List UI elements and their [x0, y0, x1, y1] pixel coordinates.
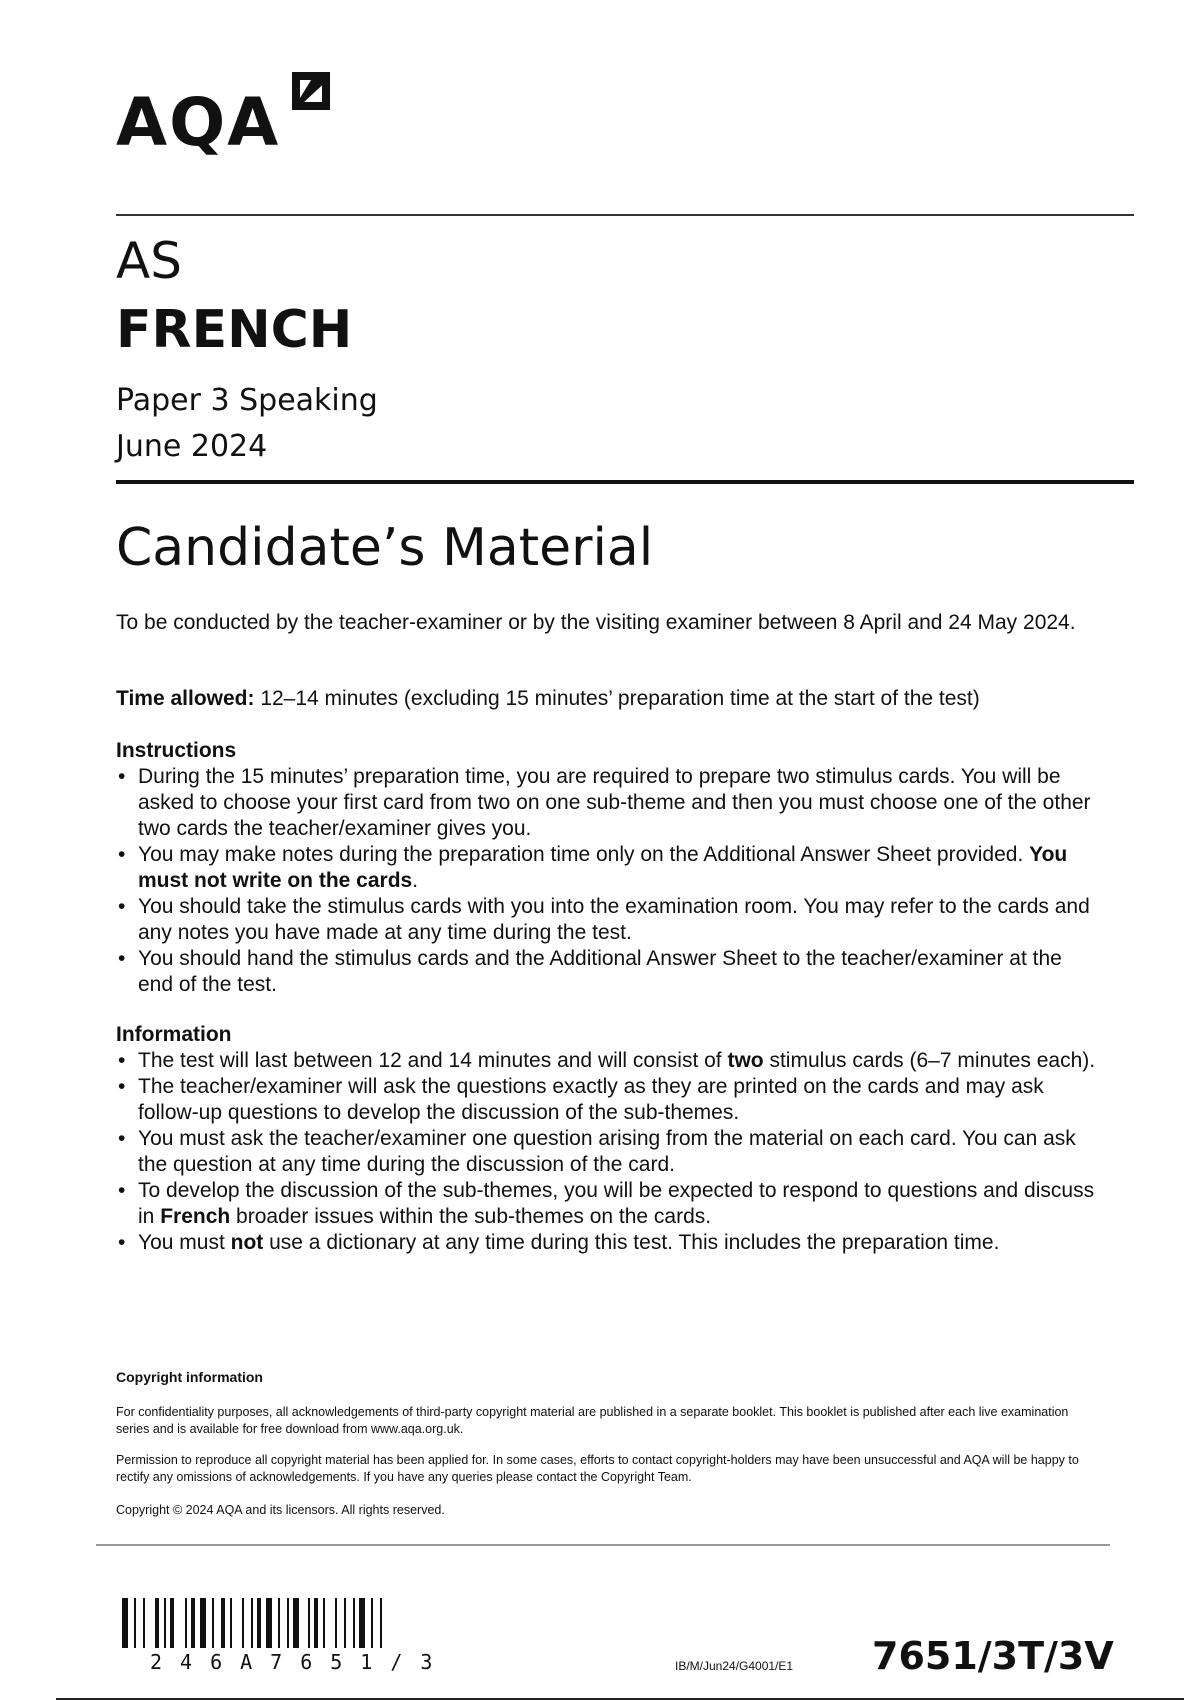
information-heading: Information — [116, 1023, 232, 1046]
time-allowed — [116, 686, 1101, 712]
list-item: • You should take the stimulus cards with you into the examination room. You may refer to the cards and any notes you have made at any time during the test. — [118, 895, 1090, 944]
barcode-icon — [122, 1598, 452, 1648]
footer-divider — [96, 1544, 1110, 1546]
exam-session: June 2024 — [116, 429, 268, 464]
instructions-list — [116, 764, 1101, 998]
list-item: • You must ask the teacher/examiner one question arising from the material on each card. You can ask the question at any time during the discussion of the card. — [118, 1127, 1076, 1176]
intro-text: To be conducted by the teacher-examiner or by the visiting examiner between 8 April and 24 May 2024. — [116, 611, 1076, 634]
copyright-heading: Copyright information — [116, 1369, 263, 1385]
copyright-paragraph-1: For confidentiality purposes, all acknowledgements of third-party copyright material are published in a separate booklet. This booklet is published after each live examination series and is available for free download from www.aqa.org.uk. — [116, 1405, 1069, 1436]
list-item: • You may make notes during the preparation time only on the Additional Answer Sheet provided. You must not write on the cards. — [118, 843, 1068, 892]
page-title: Candidate’s Material — [116, 518, 654, 578]
list-item: • To develop the discussion of the sub-themes, you will be expected to respond to questions and discuss in French broader issues within the sub-themes on the cards. — [118, 1179, 1095, 1228]
time-allowed-label: Time allowed: — [116, 687, 255, 710]
document-reference: IB/M/Jun24/G4001/E1 — [675, 1659, 794, 1673]
logo-text: AQA — [116, 84, 281, 161]
aqa-logo-mark-icon — [286, 66, 336, 122]
copyright-paragraph-2: Permission to reproduce all copyright material has been applied for. In some cases, efforts to contact copyright-holders may have been unsuccessful and AQA will be happy to rectify any omissions of acknowledgements. If you have any queries please contact the Copyright Team. — [116, 1453, 1079, 1484]
aqa-logo — [116, 66, 336, 161]
qualification-level: AS — [116, 232, 182, 290]
subject-title: FRENCH — [116, 300, 353, 360]
header-divider — [116, 214, 1134, 216]
instructions-heading: Instructions — [116, 739, 237, 762]
barcode-number: 246A7651/3 — [150, 1650, 451, 1674]
list-item: • During the 15 minutes’ preparation time, you are required to prepare two stimulus cards. You will be asked to choose your first card from two on one sub-theme and then you must choose one of the other two cards the teacher/examiner gives you. — [118, 765, 1091, 840]
time-allowed-text: 12–14 minutes (excluding 15 minutes’ preparation time at the start of the test) — [254, 687, 980, 710]
list-item: • You must not use a dictionary at any time during this test. This includes the preparation time. — [118, 1231, 1000, 1254]
title-divider — [116, 480, 1134, 484]
copyright-paragraph-3: Copyright © 2024 AQA and its licensors. All rights reserved. — [116, 1503, 445, 1517]
information-list — [116, 1048, 1101, 1256]
list-item: • The test will last between 12 and 14 minutes and will consist of two stimulus cards (6–7 minutes each). — [118, 1049, 1096, 1072]
list-item: • You should hand the stimulus cards and the Additional Answer Sheet to the teacher/examiner at the end of the test. — [118, 947, 1062, 996]
paper-name: Paper 3 Speaking — [116, 383, 378, 418]
list-item: • The teacher/examiner will ask the questions exactly as they are printed on the cards and may ask follow-up questions to develop the discussion of the sub-themes. — [118, 1075, 1044, 1124]
paper-code: 7651/3T/3V — [872, 1634, 1114, 1678]
